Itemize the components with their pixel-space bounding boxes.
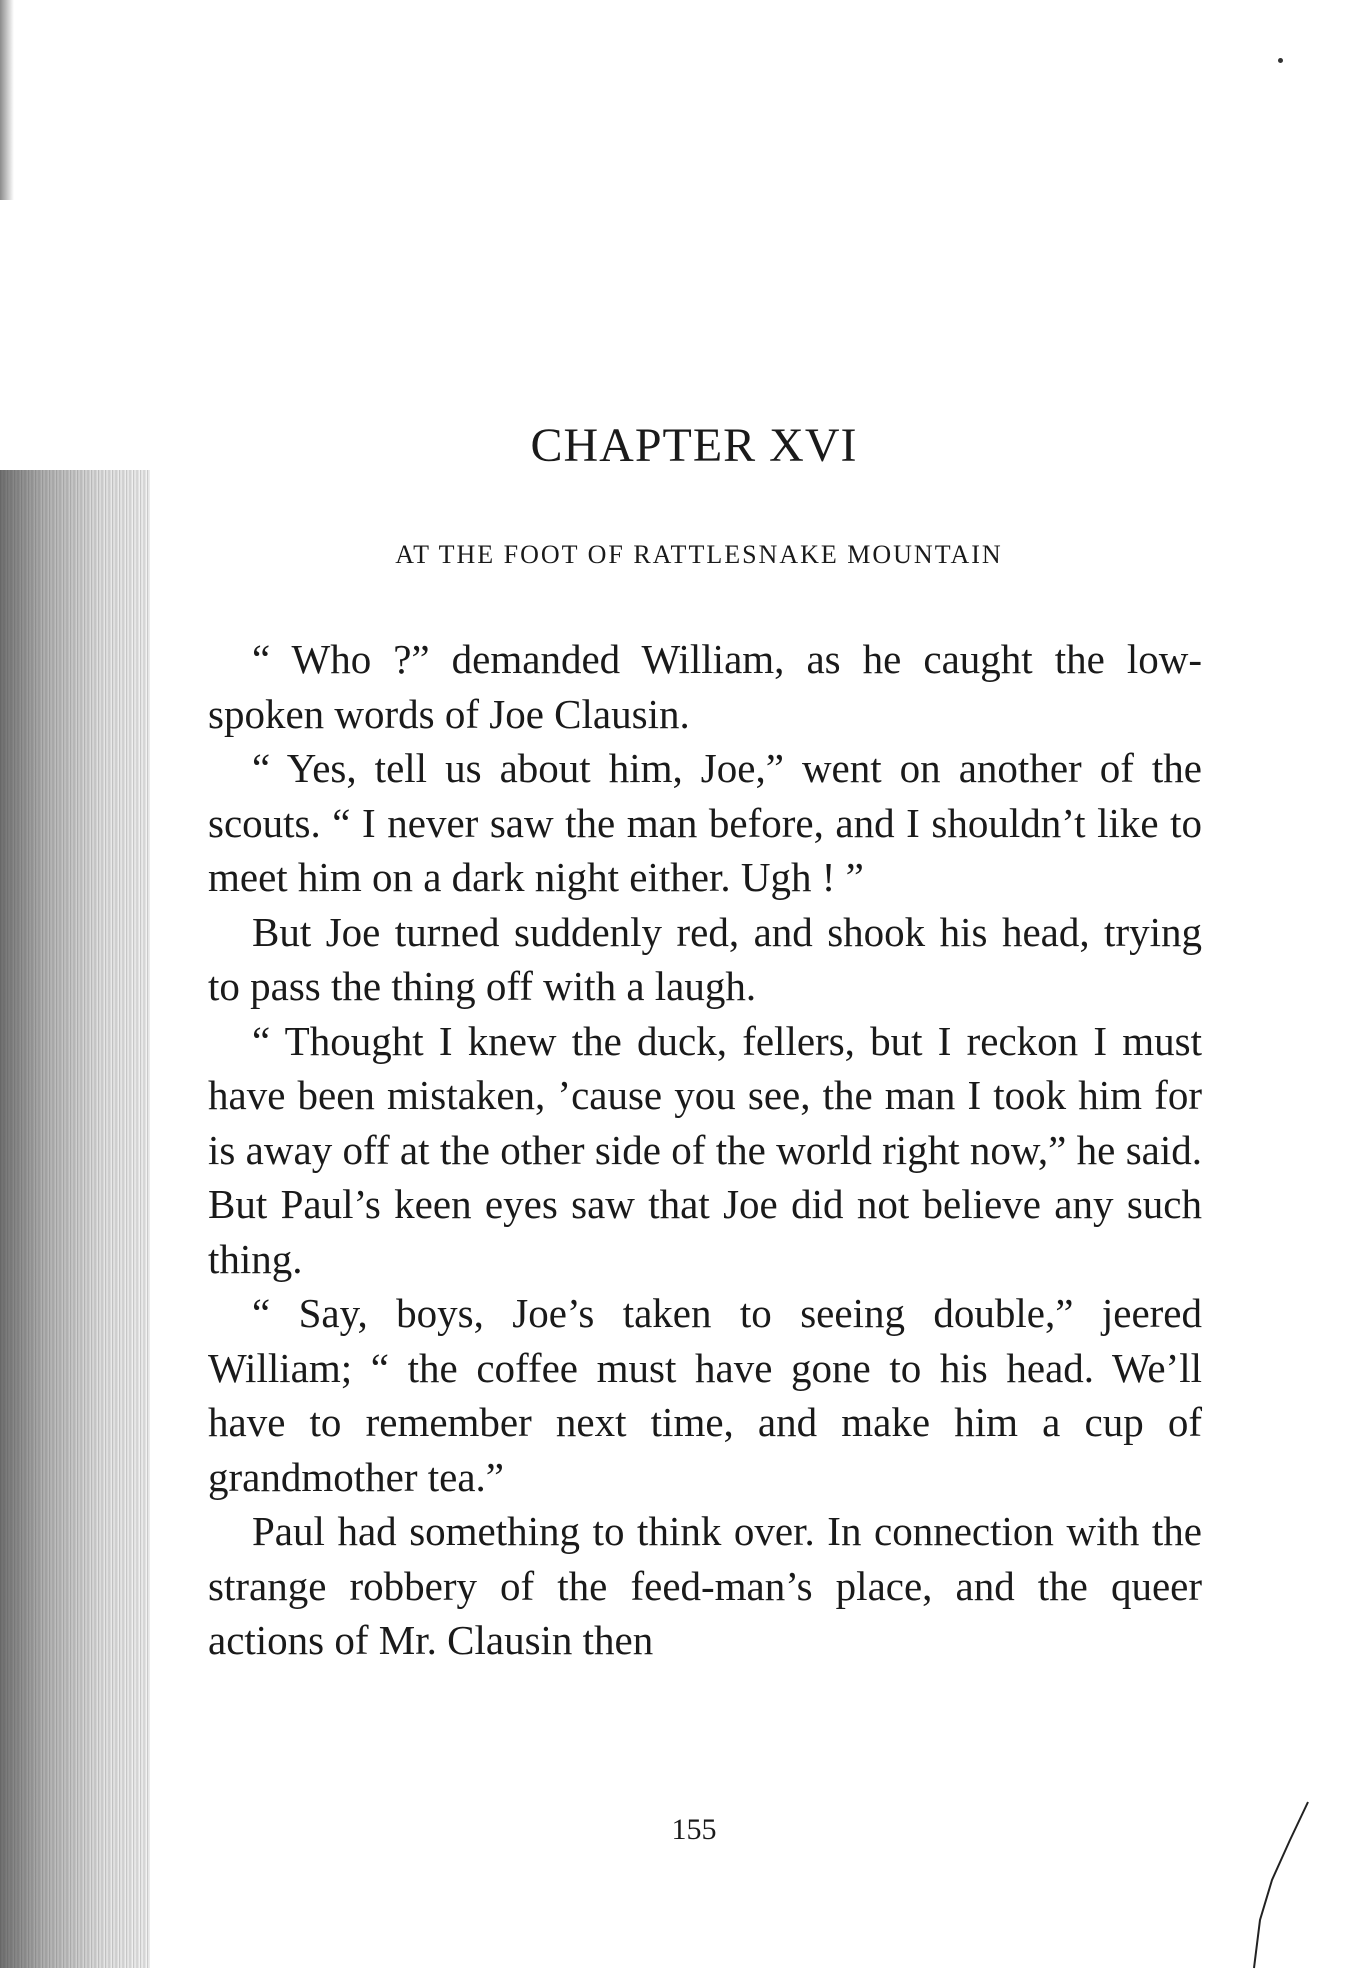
paragraph: “ Say, boys, Joe’s taken to seeing double,” jeered William; “ the coffee must have gone to his head. We’ll have to remember next time, and make him a cup of grandmother tea.” xyxy=(208,1290,1202,1500)
paragraph: “ Thought I knew the duck, fellers, but I reckon I must have been mistaken, ’cause you see, the man I took him for is away off at the other side of the world right now,” he said. But Paul’s keen eyes saw that Joe did not believe any such thing. xyxy=(208,1017,1202,1282)
body-text xyxy=(208,632,1202,1668)
page-number: 155 xyxy=(671,1813,717,1846)
paragraph: Paul had something to think over. In connection with the strange robbery of the feed-man’s place, and the queer actions of Mr. Clausin then xyxy=(208,1508,1202,1663)
paragraph: “ Who ?” demanded William, as he caught the low-spoken words of Joe Clausin. xyxy=(208,636,1202,737)
paragraph: “ Yes, tell us about him, Joe,” went on another of the scouts. “ I never saw the man before, and I shouldn’t like to meet him on a dark night either. Ugh ! ” xyxy=(208,745,1202,900)
scan-speck xyxy=(1278,58,1283,63)
chapter-title: CHAPTER XVI xyxy=(530,419,858,472)
paragraph: But Joe turned suddenly red, and shook his head, trying to pass the thing off with a laugh. xyxy=(208,908,1202,1009)
scan-edge-shadow xyxy=(0,0,14,200)
scan-gutter-shadow xyxy=(0,470,150,1968)
chapter-subtitle: AT THE FOOT OF RATTLESNAKE MOUNTAIN xyxy=(395,540,1003,569)
